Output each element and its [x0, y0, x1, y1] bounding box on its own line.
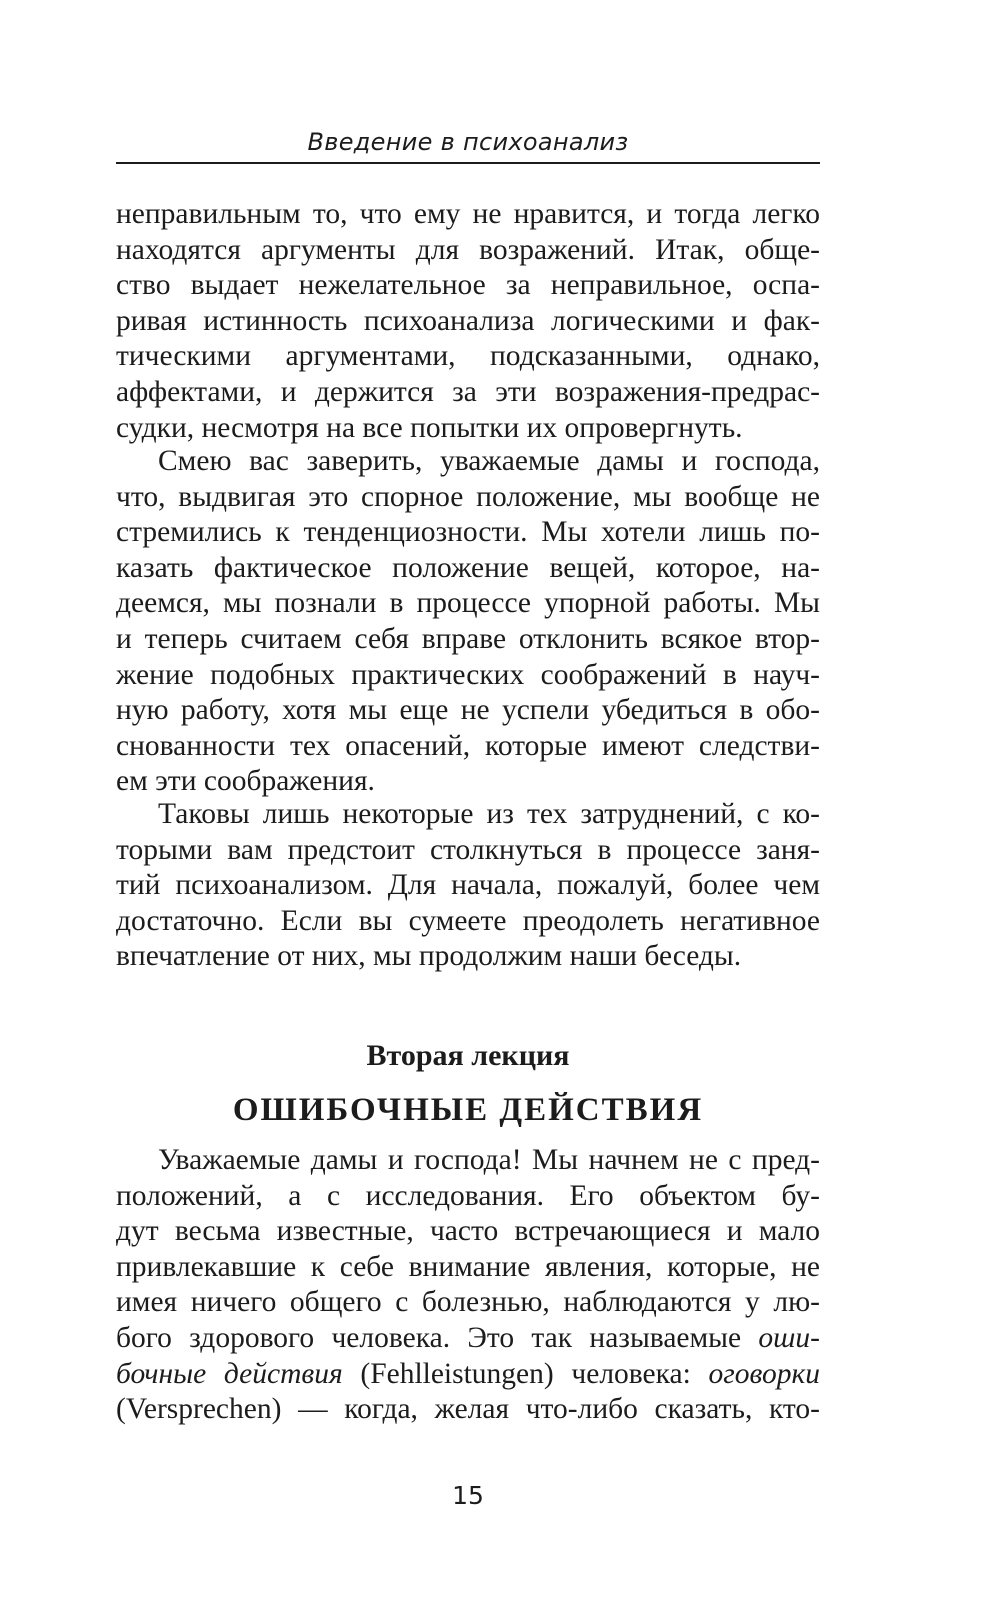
lecture-label: Вторая лекция: [366, 1039, 570, 1072]
text-line: снованности тех опасений, которые имеют следстви-: [116, 729, 820, 762]
text-line: жение подобных практических соображений в науч-: [116, 658, 820, 691]
text-line: что, выдвигая это спорное положение, мы вообще не: [116, 480, 820, 513]
text-line: казать фактическое положение вещей, которое, на-: [116, 551, 820, 584]
text-line: Уважаемые дамы и господа! Мы начнем не с пред-: [158, 1144, 820, 1176]
text-line: неправильным то, что ему не нравится, и тогда легко: [116, 198, 820, 230]
chapter-title: ОШИБОЧНЫЕ ДЕЙСТВИЯ: [232, 1092, 704, 1128]
text-line: Смею вас заверить, уважаемые дамы и господа,: [158, 445, 820, 477]
text-line: торыми вам предстоит столкнуться в процессе заня-: [116, 833, 820, 866]
text-line: ривая истинность психоанализа логическими и фак-: [116, 304, 820, 337]
text-line: (Versprechen) — когда, желая что-либо сказать, кто-: [116, 1393, 820, 1426]
text-line: [116, 1321, 820, 1357]
paragraph-1: [116, 197, 820, 446]
text-line: достаточно. Если вы сумеете преодолеть негативное: [116, 904, 820, 937]
text-line: тическими аргументами, подсказанными, однако,: [116, 340, 820, 373]
text-line: стремились к тенденциозности. Мы хотели лишь по-: [116, 516, 820, 549]
header-rule: [116, 162, 820, 164]
text-line: деемся, мы познали в процессе упорной работы. Мы: [116, 587, 820, 620]
text-line: находятся аргументы для возражений. Итак, обще-: [116, 233, 820, 266]
text-line: ем эти соображения.: [116, 765, 375, 798]
text-line: впечатление от них, мы продолжим наши беседы.: [116, 940, 742, 973]
text-run: (Fehlleistungen) человека:: [360, 1357, 691, 1390]
text-line: тий психоанализом. Для начала, пожалуй, более чем: [116, 869, 820, 902]
text-line: привлекавшие к себе внимание явления, которые, не: [116, 1250, 820, 1283]
text-line: Таковы лишь некоторые из тех затруднений, с ко-: [158, 798, 820, 830]
running-head-title: Введение в психоанализ: [307, 128, 629, 156]
paragraph-2: [116, 444, 820, 800]
italic-term: оговорки: [708, 1357, 821, 1390]
text-line: дут весьма известные, часто встречающиеся и мало: [116, 1215, 820, 1248]
text-line: имея ничего общего с болезнью, наблюдаются у лю-: [116, 1286, 820, 1319]
text-line: и теперь считаем себя вправе отклонить всякое втор-: [116, 622, 820, 655]
italic-term: оши-: [758, 1321, 820, 1354]
italic-term: бочные действия: [116, 1357, 343, 1390]
lecture-paragraph: [116, 1143, 820, 1428]
text-line: ство выдает нежелательное за неправильное, оспа-: [116, 269, 820, 302]
text-line: [116, 1357, 820, 1393]
text-line: аффектами, и держится за эти возражения-предрас-: [116, 375, 820, 408]
text-line: ную работу, хотя мы еще не успели убедиться в обо-: [116, 694, 820, 727]
page-number: 15: [452, 1481, 484, 1510]
text-line: судки, несмотря на все попытки их опровергнуть.: [116, 411, 743, 444]
text-line: положений, а с исследования. Его объектом бу-: [116, 1179, 820, 1212]
paragraph-3: [116, 797, 820, 975]
text-run: бого здорового человека. Это так называемые: [116, 1321, 742, 1354]
